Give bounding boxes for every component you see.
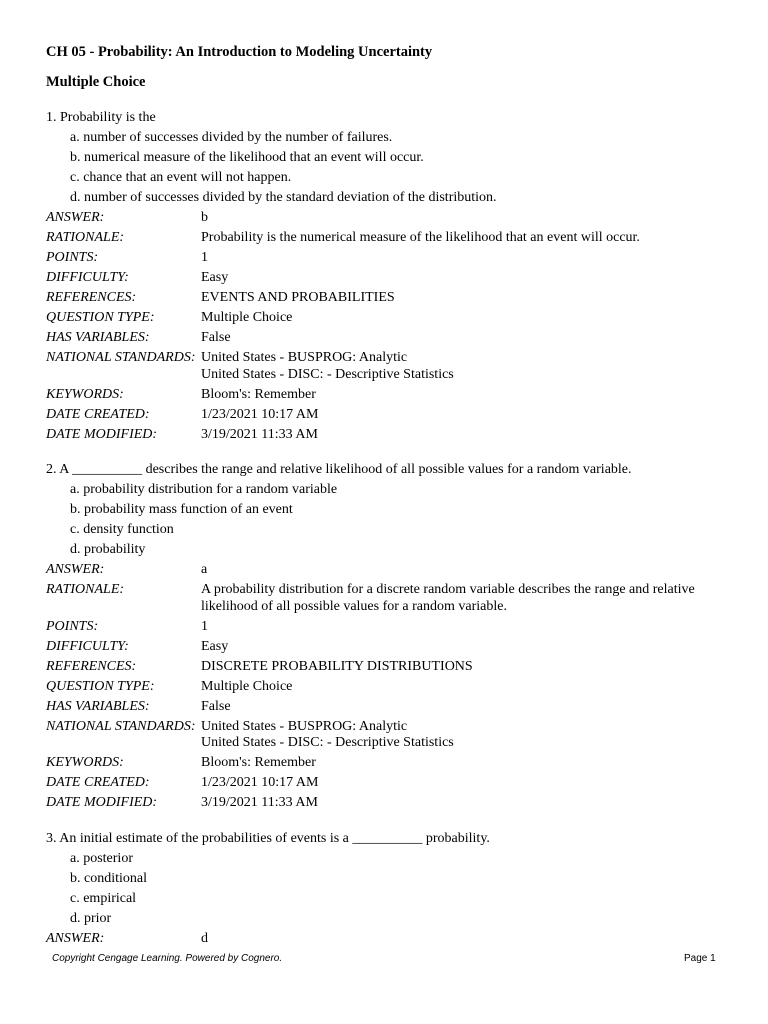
metadata-value-line: Bloom's: Remember [201,386,316,402]
metadata-row [46,793,736,813]
metadata-label: DATE MODIFIED: [46,426,158,442]
metadata-label: DIFFICULTY: [46,270,129,285]
metadata-value-line: United States - DISC: - Descriptive Statistics [201,735,454,750]
metadata-label: KEYWORDS: [46,755,124,770]
metadata-value [201,697,736,717]
metadata-value [201,288,736,308]
metadata-value [201,717,736,754]
question-stem: 1. Probability is the [46,110,156,125]
answer-choice: b. numerical measure of the likelihood that an event will occur. [70,150,424,165]
metadata-row [46,288,736,308]
metadata-row [46,717,736,754]
metadata-value-line: False [201,698,231,714]
metadata-row [46,560,736,580]
metadata-value-line: Multiple Choice [201,678,293,694]
metadata-row [46,929,736,949]
metadata-value [201,348,736,385]
metadata-label: QUESTION TYPE: [46,678,155,694]
metadata-label: ANSWER: [46,210,105,225]
answer-choice: d. probability [70,542,146,557]
metadata-value [201,617,736,637]
answer-choice: b. probability mass function of an event [70,502,293,517]
metadata-value [201,425,736,445]
answer-choice: d. prior [70,911,112,926]
metadata-label: NATIONAL STANDARDS: [46,350,196,365]
metadata-value [201,308,736,328]
question-block [46,460,736,813]
metadata-value [201,208,736,228]
metadata-value [201,677,736,697]
answer-choice: a. posterior [70,851,133,866]
metadata-label: DIFFICULTY: [46,638,129,654]
metadata-value [201,657,736,677]
metadata-value [201,405,736,425]
metadata-label: KEYWORDS: [46,386,124,402]
answer-choice: b. conditional [70,871,147,886]
answer-choice: c. empirical [70,891,137,906]
metadata-row [46,773,736,793]
metadata-value [201,268,736,288]
metadata-row [46,348,736,385]
question-block [46,108,736,445]
metadata-value-line: DISCRETE PROBABILITY DISTRIBUTIONS [201,658,473,674]
metadata-value-line: 3/19/2021 11:33 AM [201,426,318,442]
metadata-value [201,560,736,580]
metadata-value-line: Bloom's: Remember [201,755,316,770]
metadata-value-line: 3/19/2021 11:33 AM [201,795,318,810]
metadata-value-line: 1/23/2021 10:17 AM [201,406,319,422]
metadata-label: QUESTION TYPE: [46,310,155,325]
metadata-value-line: 1 [201,618,208,634]
metadata-value [201,248,736,268]
metadata-label: REFERENCES: [46,290,137,305]
metadata-label: POINTS: [46,250,99,265]
metadata-row [46,268,736,288]
metadata-value [201,793,736,813]
metadata-value [201,637,736,657]
question-stem: 2. A __________ describes the range and relative likelihood of all possible values for a random variable. [46,462,632,477]
metadata-row [46,328,736,348]
metadata-value-line: a [201,562,208,577]
metadata-label: REFERENCES: [46,658,137,674]
metadata-value [201,929,736,949]
metadata-row [46,228,736,248]
metadata-label: HAS VARIABLES: [46,698,150,714]
metadata-value-line: d [201,931,208,946]
metadata-label: DATE MODIFIED: [46,795,158,810]
metadata-value-line: United States - BUSPROG: Analytic [201,350,408,365]
metadata-value-line: likelihood of all possible values for a random variable. [201,598,507,614]
metadata-label: ANSWER: [46,931,105,946]
metadata-value [201,228,736,248]
footer-page-number: Page 1 [684,953,716,964]
metadata-label: HAS VARIABLES: [46,330,150,345]
metadata-row [46,697,736,717]
footer-copyright: Copyright Cengage Learning. Powered by Cognero. [52,953,283,964]
metadata-value-line: Multiple Choice [201,310,293,325]
metadata-label: DATE CREATED: [46,775,150,790]
metadata-value-line: Probability is the numerical measure of the likelihood that an event will occur. [201,230,640,245]
answer-choice: c. density function [70,522,174,537]
metadata-value [201,328,736,348]
metadata-label: RATIONALE: [46,230,125,245]
metadata-value-line: United States - DISC: - Descriptive Statistics [201,366,454,382]
metadata-row [46,617,736,637]
answer-choice: c. chance that an event will not happen. [70,170,292,185]
answer-choice: a. probability distribution for a random variable [70,482,338,497]
metadata-value [201,773,736,793]
metadata-value-line: A probability distribution for a discrete random variable describes the range and relative [201,582,695,597]
question-stem: 3. An initial estimate of the probabilities of events is a __________ probability. [46,831,490,846]
metadata-row [46,208,736,228]
metadata-row [46,677,736,697]
metadata-row [46,308,736,328]
answer-choice: d. number of successes divided by the standard deviation of the distribution. [70,190,497,205]
metadata-row [46,657,736,677]
metadata-row [46,405,736,425]
metadata-value [201,580,736,617]
metadata-row [46,753,736,773]
metadata-value-line: False [201,330,231,345]
metadata-row [46,385,736,405]
metadata-value-line: EVENTS AND PROBABILITIES [201,290,395,305]
metadata-value-line: Easy [201,270,229,285]
metadata-value-line: 1/23/2021 10:17 AM [201,775,319,790]
metadata-value-line: b [201,210,208,225]
metadata-value-line: United States - BUSPROG: Analytic [201,718,408,734]
metadata-value-line: 1 [201,250,208,265]
metadata-label: RATIONALE: [46,582,125,597]
metadata-value [201,385,736,405]
chapter-title: CH 05 - Probability: An Introduction to Modeling Uncertainty [46,44,433,60]
metadata-row [46,637,736,657]
question-block [46,829,736,949]
metadata-row [46,248,736,268]
section-heading: Multiple Choice [46,74,146,90]
metadata-label: POINTS: [46,618,99,634]
metadata-row [46,580,736,617]
metadata-label: ANSWER: [46,562,105,577]
metadata-value-line: Easy [201,638,229,654]
metadata-label: DATE CREATED: [46,406,150,422]
metadata-value [201,753,736,773]
metadata-label: NATIONAL STANDARDS: [46,718,196,734]
metadata-row [46,425,736,445]
answer-choice: a. number of successes divided by the number of failures. [70,130,393,145]
